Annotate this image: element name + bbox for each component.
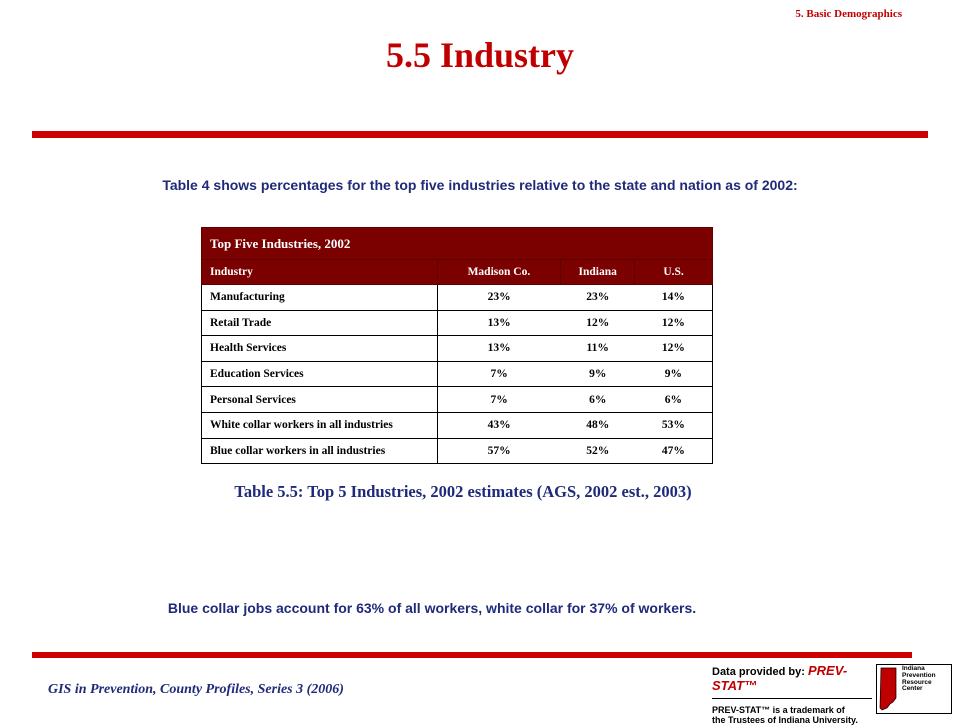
section-label: 5. Basic Demographics xyxy=(795,8,902,20)
column-header-industry: Industry xyxy=(202,260,438,285)
percent-cell: 48% xyxy=(561,412,635,438)
percent-cell: 52% xyxy=(561,438,635,464)
percent-cell: 13% xyxy=(437,336,561,362)
top-divider xyxy=(32,131,928,138)
table-row xyxy=(202,285,713,311)
column-header-us: U.S. xyxy=(635,260,713,285)
industry-table xyxy=(201,227,713,464)
percent-cell: 12% xyxy=(561,310,635,336)
industry-cell: Health Services xyxy=(202,336,438,362)
percent-cell: 7% xyxy=(437,361,561,387)
industry-table-container xyxy=(201,227,713,464)
page-title: 5.5 Industry xyxy=(385,35,575,75)
percent-cell: 7% xyxy=(437,387,561,413)
percent-cell: 9% xyxy=(561,361,635,387)
column-header-madison: Madison Co. xyxy=(437,260,561,285)
table-body xyxy=(202,285,713,464)
footer-series-title: GIS in Prevention, County Profiles, Series 3 (2006) xyxy=(48,682,344,697)
percent-cell: 53% xyxy=(635,412,713,438)
industry-cell: Personal Services xyxy=(202,387,438,413)
logo-text-line: Prevention xyxy=(902,671,936,679)
percent-cell: 13% xyxy=(437,310,561,336)
percent-cell: 12% xyxy=(635,310,713,336)
logo-text xyxy=(902,666,950,693)
data-credit xyxy=(712,664,880,726)
table-row xyxy=(202,412,713,438)
credit-divider xyxy=(712,698,872,699)
table-row xyxy=(202,438,713,464)
summary-note: Blue collar jobs account for 63% of all workers, white collar for 37% of workers. xyxy=(167,600,697,616)
credit-brand: PREV-STAT™ xyxy=(712,663,848,693)
percent-cell: 9% xyxy=(635,361,713,387)
percent-cell: 11% xyxy=(561,336,635,362)
table-row xyxy=(202,361,713,387)
credit-line-1: PREV-STAT™ is a trademark of xyxy=(712,704,845,715)
percent-cell: 6% xyxy=(561,387,635,413)
percent-cell: 43% xyxy=(437,412,561,438)
industry-cell: White collar workers in all industries xyxy=(202,412,438,438)
table-row xyxy=(202,387,713,413)
percent-cell: 57% xyxy=(437,438,561,464)
table-row xyxy=(202,310,713,336)
logo-text-line: Center xyxy=(902,685,923,693)
percent-cell: 6% xyxy=(635,387,713,413)
industry-cell: Education Services xyxy=(202,361,438,387)
percent-cell: 23% xyxy=(437,285,561,311)
table-title: Top Five Industries, 2002 xyxy=(202,228,713,260)
intro-text: Table 4 shows percentages for the top five industries relative to the state and nation as of 2002: xyxy=(162,177,798,193)
column-header-indiana: Indiana xyxy=(561,260,635,285)
table-row xyxy=(202,336,713,362)
logo-text-line: Resource xyxy=(902,678,932,686)
table-caption: Table 5.5: Top 5 Industries, 2002 estimates (AGS, 2002 est., 2003) xyxy=(234,482,692,501)
industry-cell: Blue collar workers in all industries xyxy=(202,438,438,464)
iprc-logo xyxy=(876,664,952,714)
industry-cell: Retail Trade xyxy=(202,310,438,336)
credit-provided-label: Data provided by: xyxy=(712,666,805,678)
logo-text-line: Indiana xyxy=(902,665,925,672)
credit-line-2: the Trustees of Indiana University. xyxy=(712,715,858,726)
percent-cell: 23% xyxy=(561,285,635,311)
percent-cell: 12% xyxy=(635,336,713,362)
bottom-divider xyxy=(32,652,912,658)
percent-cell: 14% xyxy=(635,285,713,311)
industry-cell: Manufacturing xyxy=(202,285,438,311)
percent-cell: 47% xyxy=(635,438,713,464)
